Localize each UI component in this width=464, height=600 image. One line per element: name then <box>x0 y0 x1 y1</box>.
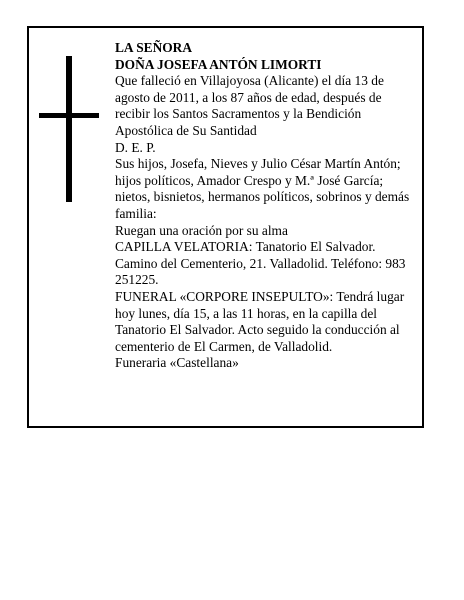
obituary-text <box>115 40 415 372</box>
cross-horizontal-bar <box>39 113 99 118</box>
cross-icon <box>39 56 99 202</box>
death-details: Que falleció en Villajoyosa (Alicante) el día 13 de agosto de 2011, a los 87 años de edad, después de recibir los Santos Sacramentos y la Bendición Apostólica de Su Santidad <box>115 73 384 138</box>
cross-vertical-bar <box>66 56 72 202</box>
obituary-title: LA SEÑORA <box>115 40 193 55</box>
funeral-info: FUNERAL «CORPORE INSEPULTO»: Tendrá lugar hoy lunes, día 15, a las 11 horas, en la capilla del Tanatorio El Salvador. Acto seguido la conducción al cementerio de El Carmen, de Valladolid. <box>115 288 405 354</box>
funeral-home: Funeraria «Castellana» <box>115 355 239 371</box>
chapel-info: CAPILLA VELATORIA: Tanatorio El Salvador. Camino del Cementerio, 21. Valladolid. Teléfono: 983 251225. <box>115 239 406 288</box>
family-list: Sus hijos, Josefa, Nieves y Julio César Martín Antón; hijos políticos, Amador Crespo y M.ª José García; nietos, bisnietos, hermanos políticos, sobrinos y demás familia: <box>115 156 410 221</box>
dep-line: D. E. P. <box>115 139 156 155</box>
prayer-request: Ruegan una oración por su alma <box>115 222 288 238</box>
obituary-notice <box>27 26 424 428</box>
deceased-name: DOÑA JOSEFA ANTÓN LIMORTI <box>115 56 322 72</box>
